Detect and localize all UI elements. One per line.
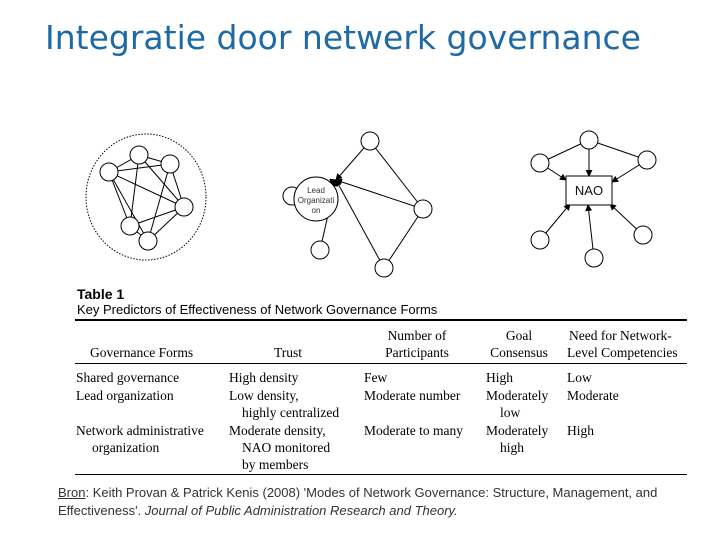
row-nao-form-line2: organization — [92, 440, 160, 455]
row-shared-need: Low — [567, 370, 592, 385]
row-nao-trust-line3: by members — [242, 457, 309, 472]
header-need-line1: Need for Network- — [569, 328, 672, 343]
header-trust: Trust — [274, 345, 303, 360]
header-need-line2: Level Competencies — [567, 345, 678, 360]
row-nao-form-line1: Network administrative — [76, 423, 204, 438]
lead-peer-node-top — [361, 132, 379, 150]
row-lead-goal-line2: low — [500, 405, 521, 420]
table-bottom-rule — [75, 474, 687, 475]
nao-member-node-bottom-right — [634, 226, 652, 244]
row-lead-form: Lead organization — [76, 388, 174, 403]
shared-node-6 — [139, 232, 157, 250]
header-goal-line1: Goal — [505, 328, 533, 343]
row-lead-need: Moderate — [567, 388, 619, 403]
row-nao-trust-line2: NAO monitored — [242, 440, 331, 455]
lead-organization-label-line2: Organizati — [297, 196, 335, 205]
lead-peer-node-right — [414, 200, 432, 218]
row-shared-form: Shared governance — [76, 370, 180, 385]
source-text: : Keith Provan & Patrick Kenis (2008) 'Modes of Network Governance: Structure, Management, and Effectiveness'. — [58, 485, 658, 518]
nao-label: NAO — [574, 183, 604, 198]
nao-network — [531, 131, 656, 267]
source-citation — [58, 484, 708, 520]
lead-organization-label-line1: Lead — [307, 186, 325, 195]
shared-node-5 — [121, 217, 139, 235]
nao-member-node-bottom — [585, 249, 603, 267]
header-participants-line1: Number of — [387, 328, 447, 343]
shared-governance-network — [86, 134, 206, 260]
row-nao-trust-line1: Moderate density, — [229, 423, 326, 438]
shared-node-3 — [100, 163, 118, 181]
nao-member-node-top-left — [531, 154, 549, 172]
shared-node-1 — [130, 146, 148, 164]
source-lead: Bron — [58, 485, 86, 500]
table-caption: Key Predictors of Effectiveness of Network Governance Forms — [77, 302, 438, 317]
shared-node-2 — [161, 155, 179, 173]
shared-node-4 — [175, 198, 193, 216]
row-lead-goal-line1: Moderately — [486, 388, 549, 403]
source-journal: Journal of Public Administration Research and Theory. — [144, 503, 458, 518]
table-header-rule — [75, 363, 687, 364]
header-governance-forms: Governance Forms — [90, 345, 194, 360]
row-nao-goal-line1: Moderately — [486, 423, 549, 438]
header-participants-line2: Participants — [385, 345, 449, 360]
slide-title: Integratie door netwerk governance — [45, 18, 641, 57]
nao-member-node-bottom-left — [531, 231, 549, 249]
lead-peer-node-left-bottom — [311, 241, 329, 259]
row-shared-goal: High — [486, 370, 513, 385]
row-lead-trust-line1: Low density, — [229, 388, 299, 403]
lead-organization-network — [283, 132, 432, 277]
table-heading — [77, 286, 689, 318]
lead-organization-label-line3: on — [311, 206, 321, 215]
table-top-rule — [75, 319, 687, 321]
lead-peer-node-bottom — [375, 259, 393, 277]
row-nao-need: High — [567, 423, 594, 438]
nao-member-node-top-right — [638, 151, 656, 169]
row-lead-trust-line2: highly centralized — [242, 405, 340, 420]
row-nao-participants: Moderate to many — [364, 423, 463, 438]
row-shared-participants: Few — [364, 370, 388, 385]
row-nao-goal-line2: high — [500, 440, 525, 455]
header-goal-line2: Consensus — [490, 345, 548, 360]
table-number: Table 1 — [77, 286, 125, 302]
nao-member-node-top — [580, 131, 598, 149]
row-lead-participants: Moderate number — [364, 388, 461, 403]
row-shared-trust: High density — [229, 370, 299, 385]
